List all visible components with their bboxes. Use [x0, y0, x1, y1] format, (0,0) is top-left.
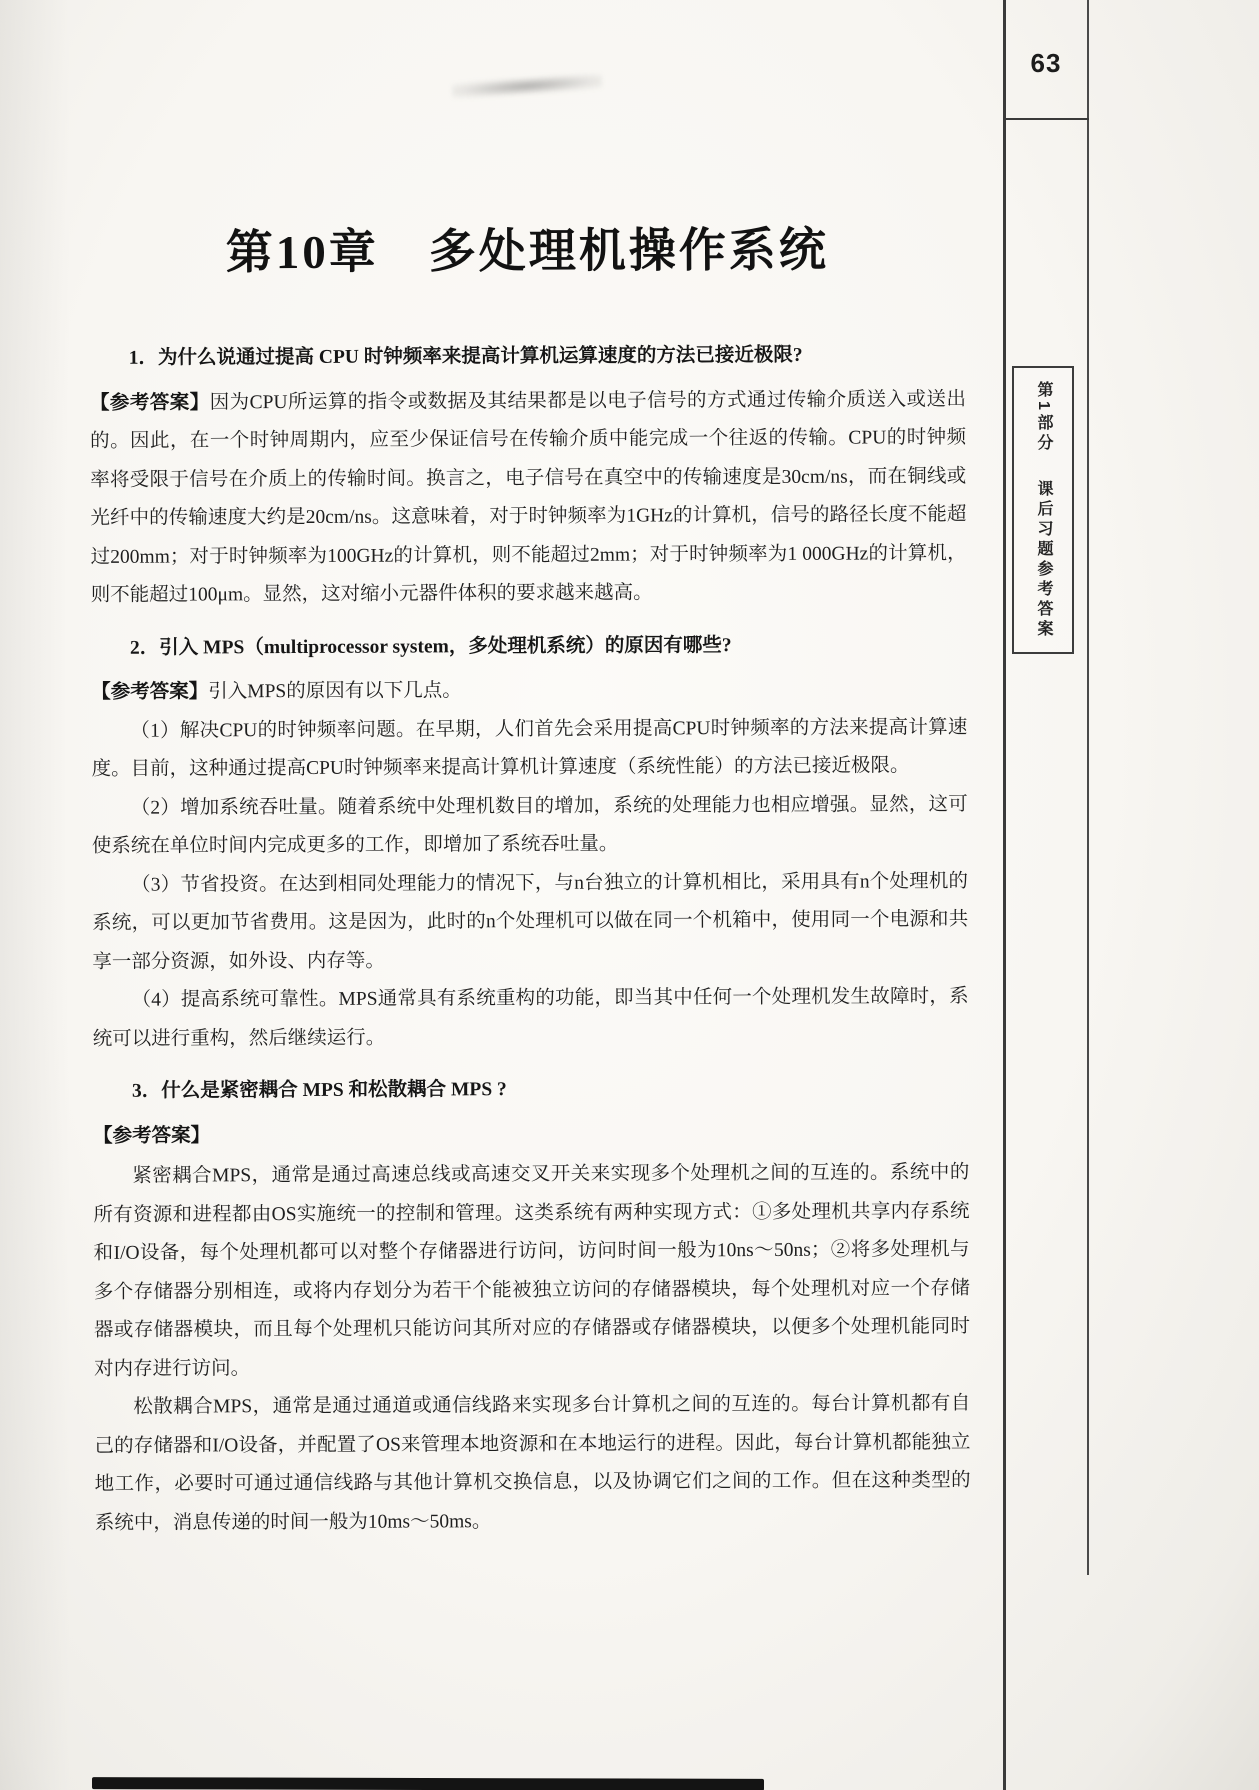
answer-1-text: 因为CPU所运算的指令或数据及其结果都是以电子信号的方式通过传输介质送入或送出的。因此，在一个时钟周期内，应至少保证信号在传输介质中能完成一个往返的传输。CPU的时钟频率将受限于信号在介质上的传输时间。换言之，电子信号在真空中的传输速度是30cm/ns，而在铜线或光纤中的传输速度大约是20cm/ns。这意味着，对于时钟频率为1GHz的计算机，信号的路径长度不能超过200mm；对于时钟频率为100GHz的计算机，则不能超过2mm；对于时钟频率为1 000GHz的计算机，则不能超过100μm。显然，这对缩小元器件体积的要求越来越高。 [90, 388, 967, 607]
answer-2-label: 【参考答案】 [91, 681, 209, 704]
answer-1-label: 【参考答案】 [89, 392, 210, 414]
side-tab-label [1035, 381, 1051, 640]
answer-2-intro-text: 引入MPS的原因有以下几点。 [208, 680, 462, 703]
answer-2-point-2: （2）增加系统吞吐量。随着系统中处理机数目的增加，系统的处理能力也相应增强。显然，这可使系统在单位时间内完成更多的工作，即增加了系统吞吐量。 [91, 793, 968, 858]
answer-2-point-1: （1）解决CPU的时钟频率问题。在早期，人们首先会采用提高CPU时钟频率的方法来提高计算速度。目前，这种通过提高CPU时钟频率来提高计算机计算速度（系统性能）的方法已接近极限。 [91, 716, 968, 781]
scan-bottom-bar-artifact [92, 1777, 764, 1790]
margin-rule-horizontal [1003, 118, 1089, 120]
page-content [89, 204, 971, 1543]
question-2: 2．引入 MPS（multiprocessor system，多处理机系统）的原因有哪些? [129, 635, 732, 659]
answer-2-intro [91, 670, 967, 712]
answer-3-paragraph-1: 紧密耦合MPS，通常是通过高速总线或高速交叉开关来实现多个处理机之间的互连的。系统中的所有资源和进程都由OS实施统一的控制和管理。这类系统有两种实现方式：①多处理机共享内存系统和I/O设备，每个处理机都可以对整个存储器进行访问，访问时间一般为10ns～50ns；②将多处理机与多个存储器分别相连，或将内存划分为若干个能被独立访问的存储器模块，每个处理机对应一个存储器或存储器模块，而且每个处理机只能访问其所对应的存储器或存储器模块，以便多个处理机能同时对内存进行访问。 [93, 1162, 971, 1380]
scan-edge-shading [0, 0, 70, 1790]
answer-1 [90, 381, 967, 616]
page-number: 63 [1030, 48, 1062, 78]
chapter-title: 第10章 多处理机操作系统 [225, 224, 829, 280]
side-tab-part: 第1部分 [1035, 380, 1052, 454]
side-tab-box [1012, 366, 1074, 654]
margin-rule-vertical-outer [1087, 0, 1089, 1575]
margin-rule-vertical-inner [1003, 0, 1006, 1790]
pencil-smudge-artifact [452, 73, 603, 99]
answer-2-point-4: （4）提高系统可靠性。MPS通常具有系统重构的功能，即当其中任何一个处理机发生故障时，系统可以进行重构，然后继续运行。 [92, 986, 969, 1050]
answer-3-label: 【参考答案】 [93, 1125, 211, 1147]
answer-2-point-3: （3）节省投资。在达到相同处理能力的情况下，与n台独立的计算机相比，采用具有n个处理机的系统，可以更加节省费用。这是因为，此时的n个处理机可以做在同一个机箱中，使用同一个电源和共享一部分资源，如外设、内存等。 [92, 870, 969, 973]
side-tab-title: 课后习题参考答案 [1035, 479, 1052, 640]
question-1: 1．为什么说通过提高 CPU 时钟频率来提高计算机运算速度的方法已接近极限? [128, 345, 803, 370]
question-3: 3．什么是紧密耦合 MPS 和松散耦合 MPS ? [131, 1079, 507, 1103]
answer-3-paragraph-2: 松散耦合MPS，通常是通过通道或通信线路来实现多台计算机之间的互连的。每台计算机都有自己的存储器和I/O设备，并配置了OS来管理本地资源和在本地运行的进程。因此，每台计算机都能独立地工作，必要时可通过通信线路与其他计算机交换信息，以及协调它们之间的工作。但在这种类型的系统中，消息传递的时间一般为10ms～50ms。 [94, 1393, 971, 1534]
